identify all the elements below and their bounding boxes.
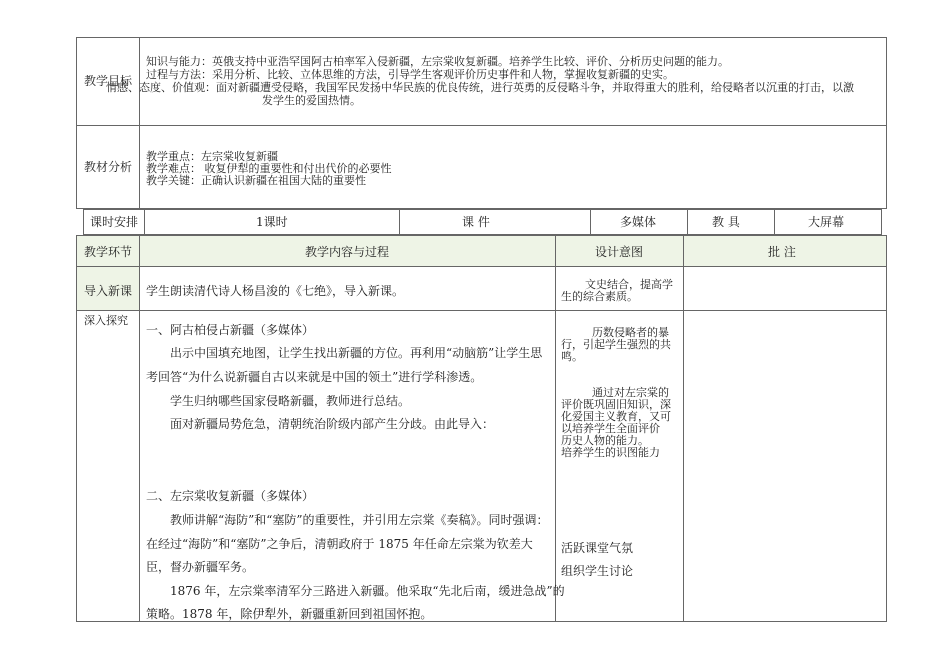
section1-p1-line2: 考回答“为什么说新疆自古以来就是中国的领土”进行学科渗透。 — [146, 370, 483, 384]
explore-intent-d: 组织学生讨论 — [561, 564, 634, 578]
explore-intent-a2: 行，引起学生强烈的共 — [561, 338, 671, 351]
objectives-label: 教学目标 — [84, 74, 133, 88]
section1-p3: 面对新疆局势危急，清朝统治阶级内部产生分歧。由此导入： — [170, 417, 495, 431]
explore-notes-cell — [683, 310, 887, 622]
section2-p5-line2: 策略。1878 年，除伊犁外，新疆重新回到祖国怀抱。 — [146, 607, 433, 621]
schedule-label: 课时安排 — [90, 215, 139, 229]
section2-p4-line1: 教师讲解“海防”和“塞防”的重要性，并引用左宗棠《奏稿》。同时强调： — [170, 513, 549, 527]
objectives-knowledge: 知识与能力：英俄支持中亚浩罕国阿古柏率军入侵新疆，左宗棠收复新疆。培养学生比较、评价、分析历史问题的能力。 — [146, 55, 729, 68]
schedule-tool-value: 大屏幕 — [808, 215, 845, 229]
header-stage: 教学环节 — [84, 245, 133, 259]
schedule-course-label: 课 件 — [462, 215, 490, 229]
objectives-emotion-2: 发学生的爱国热情。 — [262, 94, 361, 107]
intro-intent-1: 文史结合，提高学 — [585, 278, 673, 291]
explore-intent-b6: 培养学生的识图能力 — [561, 446, 660, 459]
explore-intent-b2: 评价既巩固旧知识，深 — [561, 398, 671, 411]
explore-intent-b3: 化爱国主义教育，又可 — [561, 410, 671, 423]
header-content: 教学内容与过程 — [305, 245, 390, 259]
schedule-tool-label: 教 具 — [712, 215, 740, 229]
section2-title: 二、左宗棠收复新疆（多媒体） — [146, 489, 315, 503]
section1-title: 一、阿古柏侵占新疆（多媒体） — [146, 323, 315, 337]
objectives-process: 过程与方法：采用分析、比较、立体思维的方法，引导学生客观评价历史事件和人物，掌握收复新疆的史实。 — [146, 68, 674, 81]
intro-content: 学生朗读清代诗人杨昌浚的《七绝》，导入新课。 — [146, 284, 405, 298]
intro-stage: 导入新课 — [84, 284, 133, 298]
section2-p4-line2: 在经过“海防”和“塞防”之争后，清朝政府于 1875 年任命左宗棠为钦差大 — [146, 537, 533, 551]
analysis-crux: 教学关键：正确认识新疆在祖国大陆的重要性 — [146, 174, 366, 187]
schedule-course-label-cell — [399, 209, 591, 235]
analysis-label: 教材分析 — [84, 160, 133, 174]
explore-intent-c: 活跃课堂气氛 — [561, 541, 634, 555]
section1-p1-line1: 出示中国填充地图，让学生找出新疆的方位。再利用“动脑筋”让学生思 — [170, 346, 543, 360]
section2-p5-line1: 1876 年，左宗棠率清军分三路进入新疆。他采取“先北后南，缓进急战”的 — [170, 584, 565, 598]
header-notes: 批 注 — [768, 245, 796, 259]
explore-intent-b5: 历史人物的能力。 — [561, 434, 649, 447]
section2-p4-line3: 臣，督办新疆军务。 — [146, 560, 255, 574]
explore-intent-a3: 鸣。 — [561, 350, 583, 363]
intro-intent-2: 生的综合素质。 — [561, 290, 638, 303]
schedule-course-value: 多媒体 — [620, 215, 657, 229]
analysis-difficult: 教学难点： 收复伊犁的重要性和付出代价的必要性 — [146, 162, 392, 175]
section1-p2: 学生归纳哪些国家侵略新疆，教师进行总结。 — [170, 394, 411, 408]
header-intent: 设计意图 — [595, 245, 644, 259]
objectives-emotion-1: 情感、态度、价值观：面对新疆遭受侵略，我国军民发扬中华民族的优良传统，进行英勇的反侵略斗争，并取得重大的胜利，给侵略者以沉重的打击，以激 — [106, 81, 854, 94]
intro-notes-cell — [683, 266, 887, 311]
explore-stage: 深入探究 — [84, 314, 128, 327]
schedule-hours: 1课时 — [256, 215, 288, 229]
analysis-key: 教学重点：左宗棠收复新疆 — [146, 150, 278, 163]
explore-intent-b4: 以培养学生全面评价 — [561, 422, 660, 435]
explore-intent-a1: 历数侵略者的暴 — [592, 326, 669, 339]
explore-stage-cell — [76, 310, 140, 622]
explore-intent-b1: 通过对左宗棠的 — [592, 386, 669, 399]
